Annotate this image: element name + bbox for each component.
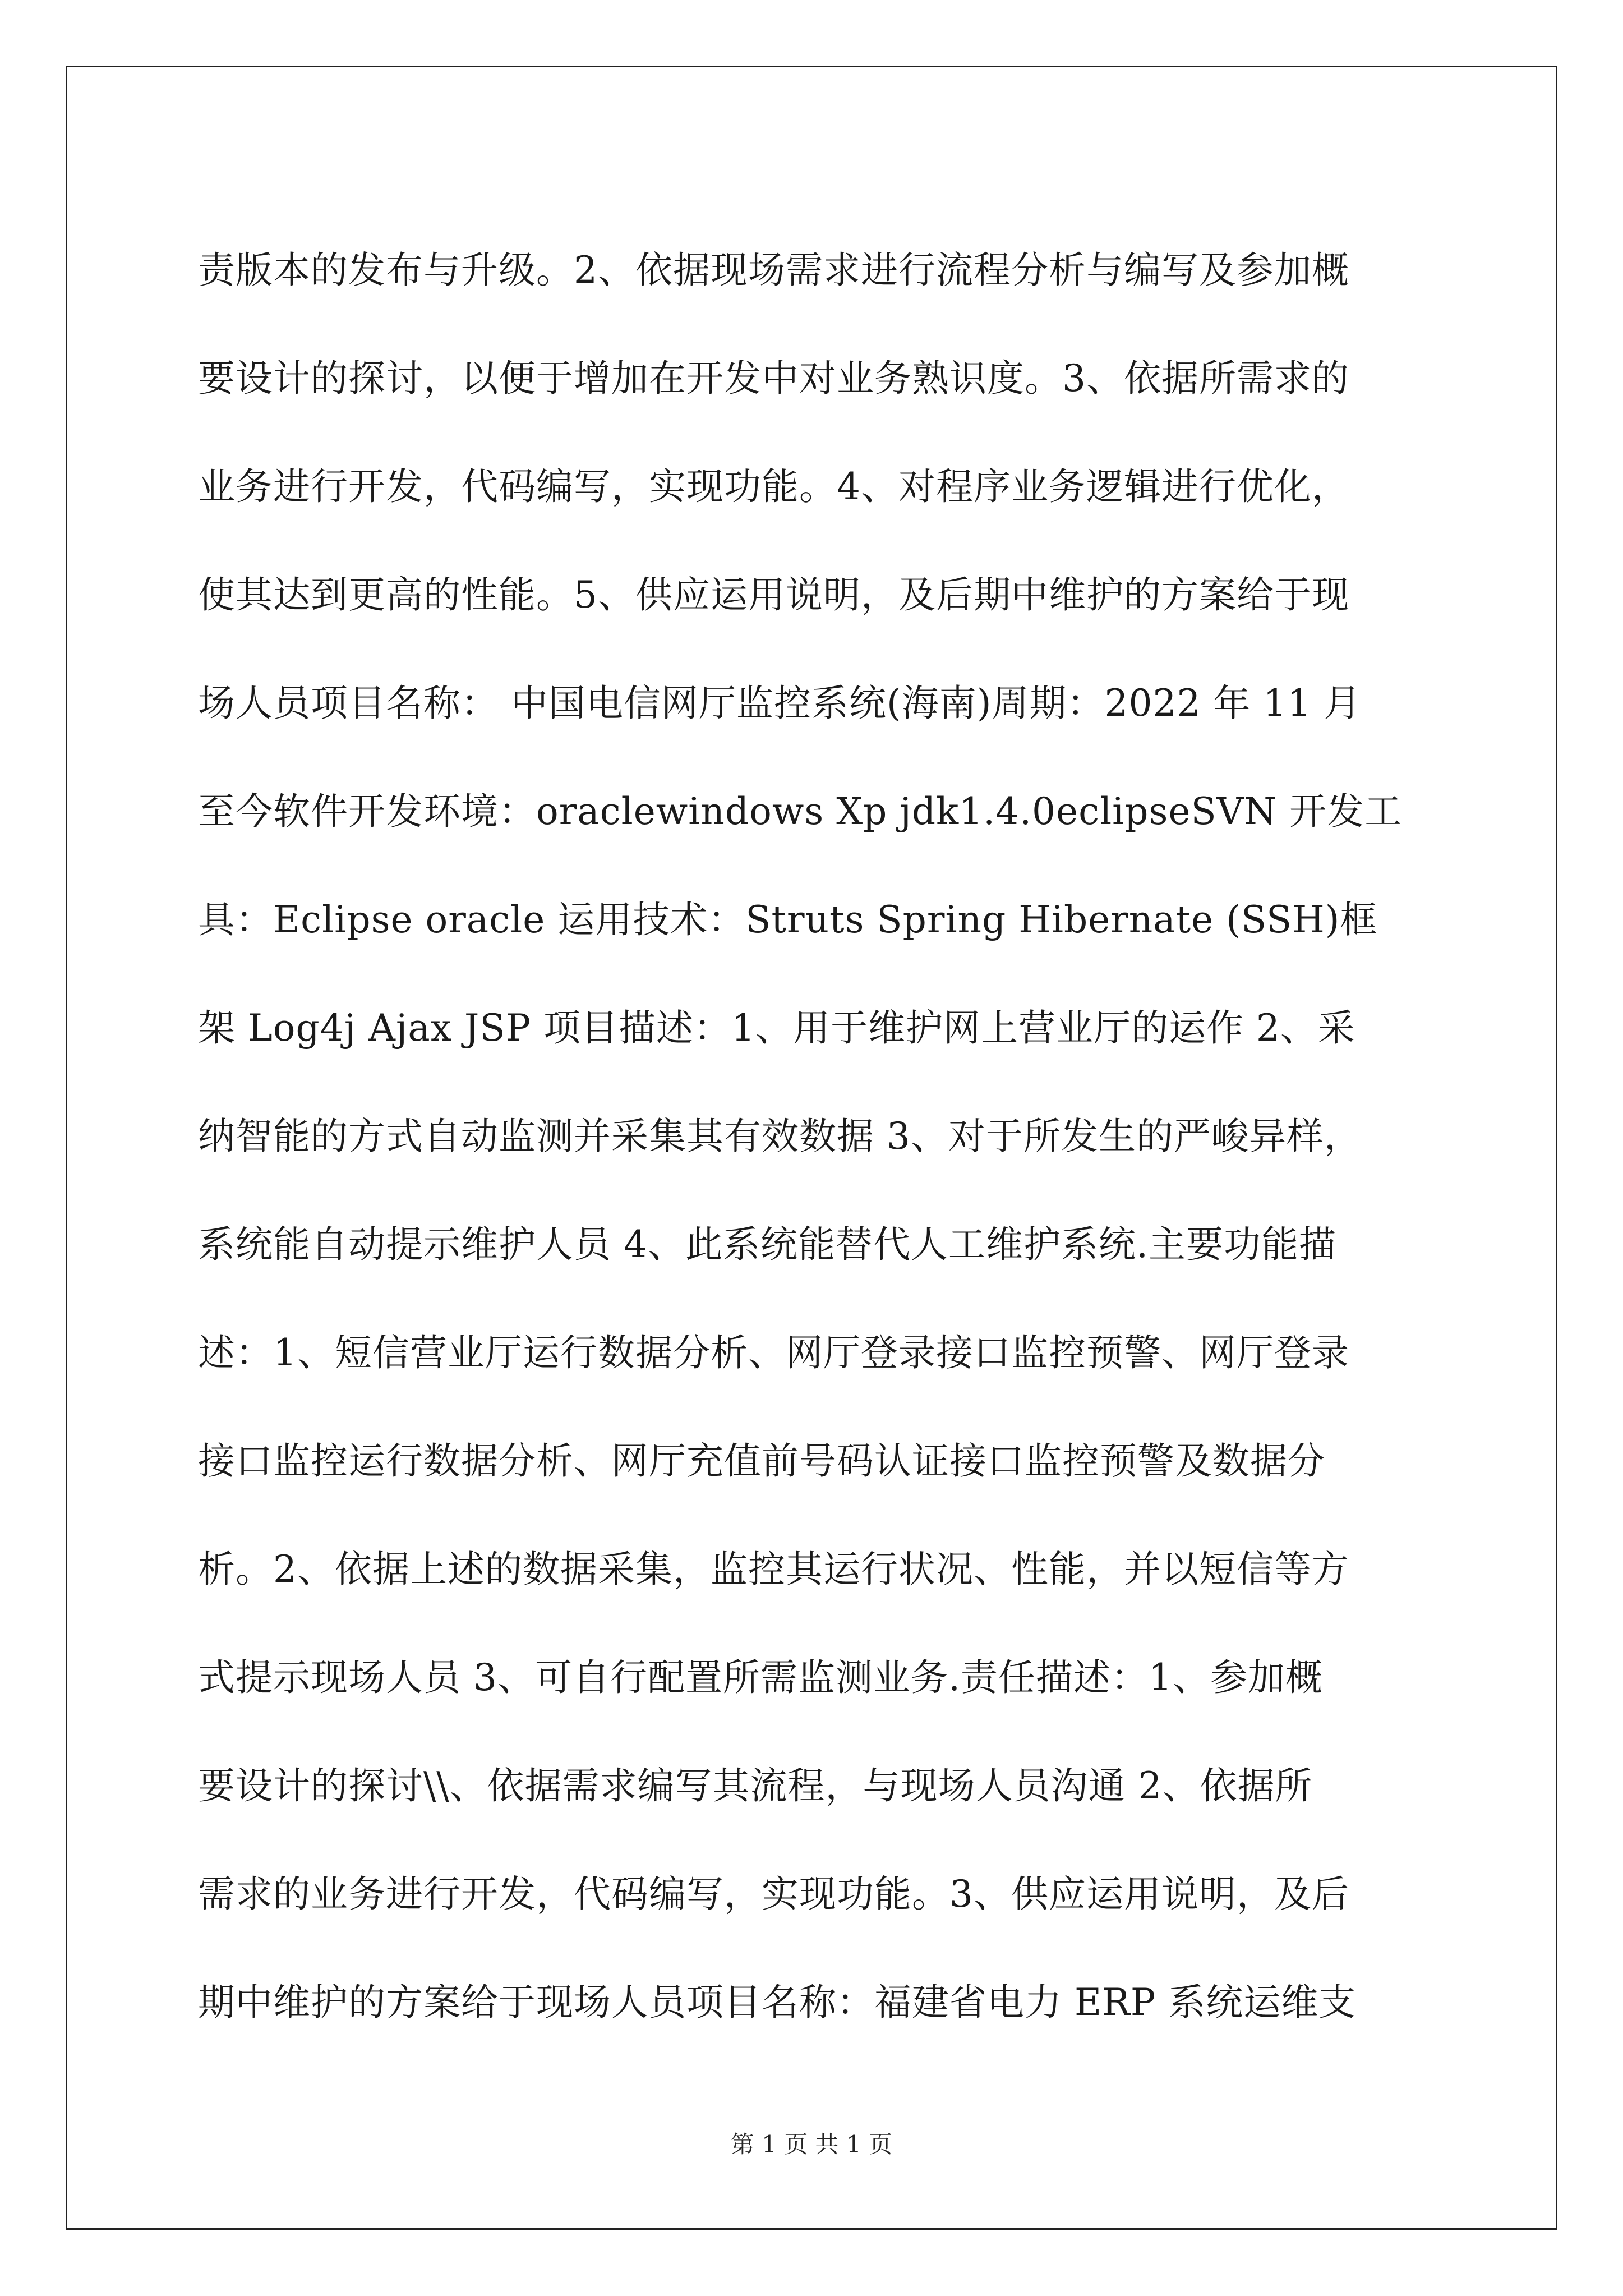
- text-line: 使其达到更高的性能。5、供应运用说明，及后期中维护的方案给于现: [198, 573, 1349, 616]
- text-line: 要设计的探讨，以便于增加在开发中对业务熟识度。3、依据所需求的: [198, 357, 1349, 400]
- text-line: 具：Eclipse oracle 运用技术：Struts Spring Hibernate (SSH)框: [198, 898, 1378, 941]
- text-line: 接口监控运行数据分析、网厅充值前号码认证接口监控预警及数据分: [198, 1439, 1325, 1483]
- text-line: 至今软件开发环境：oraclewindows Xp jdk1.4.0eclipseSVN 开发工: [198, 790, 1403, 833]
- text-line: 析。2、依据上述的数据采集，监控其运行状况、性能，并以短信等方: [198, 1548, 1349, 1591]
- text-line: 责版本的发布与升级。2、依据现场需求进行流程分析与编写及参加概: [198, 249, 1349, 292]
- text-line: 期中维护的方案给于现场人员项目名称：福建省电力 ERP 系统运维支: [198, 1981, 1357, 2024]
- text-line: 架 Log4j Ajax JSP 项目描述：1、用于维护网上营业厅的运作 2、采: [198, 1006, 1355, 1050]
- text-line: 述：1、短信营业厅运行数据分析、网厅登录接口监控预警、网厅登录: [198, 1331, 1349, 1374]
- text-line: 纳智能的方式自动监测并采集其有效数据 3、对于所发生的严峻异样，: [198, 1115, 1362, 1158]
- text-line: 系统能自动提示维护人员 4、此系统能替代人工维护系统.主要功能描: [198, 1223, 1336, 1266]
- page-number-footer: 第 1 页 共 1 页: [730, 2131, 893, 2158]
- text-line: 要设计的探讨\\、依据需求编写其流程，与现场人员沟通 2、依据所: [198, 1764, 1313, 1807]
- document-body: [198, 216, 1432, 2056]
- text-line: 场人员项目名称： 中国电信网厅监控系统(海南)周期：2022 年 11 月: [198, 682, 1362, 725]
- text-line: 式提示现场人员 3、可自行配置所需监测业务.责任描述：1、参加概: [198, 1656, 1323, 1699]
- text-line: 业务进行开发，代码编写，实现功能。4、对程序业务逻辑进行优化，: [198, 465, 1349, 508]
- text-line: 需求的业务进行开发，代码编写，实现功能。3、供应运用说明，及后: [198, 1872, 1349, 1916]
